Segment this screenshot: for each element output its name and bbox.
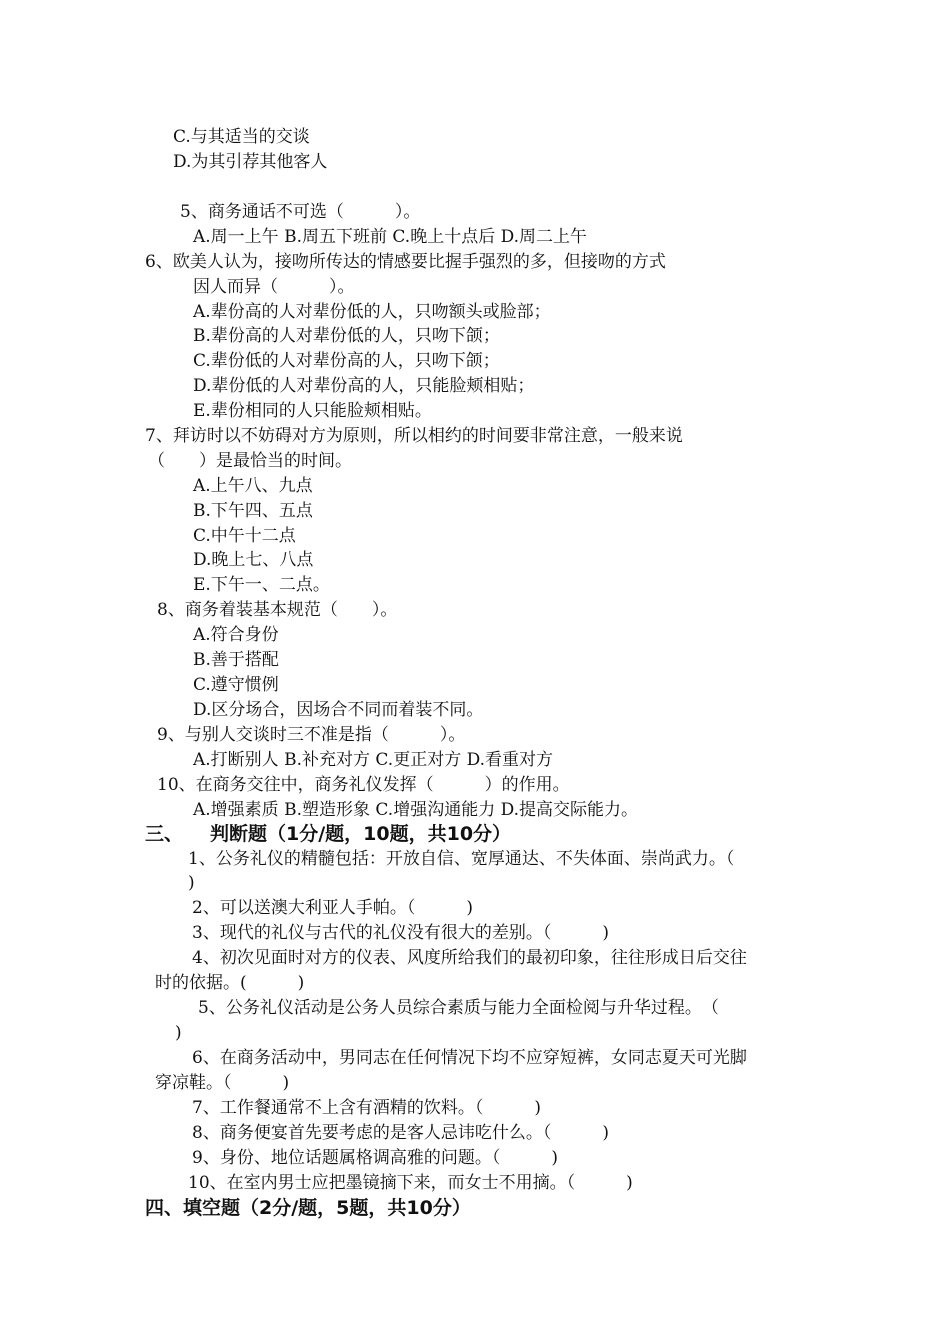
q6-stem-line2: 因人而异（ ）。: [193, 277, 355, 297]
q7-option-d: D.晚上七、八点: [193, 550, 314, 570]
q6-option-c: C.辈份低的人对辈份高的人，只吻下颌；: [193, 351, 500, 371]
q4-option-d: D.为其引荐其他客人: [173, 152, 328, 172]
tf-item-9: 9、身份、地位话题属格调高雅的问题。（ ): [192, 1148, 558, 1168]
q10-options: A.增强素质 B.塑造形象 C.增强沟通能力 D.提高交际能力。: [193, 800, 639, 820]
q8-option-d: D.区分场合，因场合不同而着装不同。: [193, 700, 484, 720]
tf-item-4-line2: 时的依据。( ): [155, 973, 305, 993]
q7-option-b: B.下午四、五点: [193, 501, 313, 521]
q5-options: A.周一上午 B.周五下班前 C.晚上十点后 D.周二上午: [193, 227, 588, 247]
q7-option-a: A.上午八、九点: [193, 476, 313, 496]
q6-option-a: A.辈份高的人对辈份低的人，只吻额头或脸部；: [193, 302, 551, 322]
section4-title: 四、填空题（2分/题，5题，共10分）: [145, 1197, 471, 1219]
q5-stem: 5、商务通话不可选（ ）。: [180, 202, 421, 222]
q6-option-e: E.辈份相同的人只能脸颊相贴。: [193, 401, 432, 421]
tf-item-1-line2: ): [188, 873, 195, 893]
q6-option-b: B.辈份高的人对辈份低的人，只吻下颌；: [193, 326, 500, 346]
q7-option-c: C.中午十二点: [193, 526, 296, 546]
section3-title: 判断题（1分/题，10题，共10分）: [210, 823, 512, 845]
tf-item-6-line2: 穿凉鞋。（ ): [155, 1073, 290, 1093]
q6-stem-line1: 6、欧美人认为，接吻所传达的情感要比握手强烈的多，但接吻的方式: [145, 252, 666, 272]
tf-item-2: 2、可以送澳大利亚人手帕。（ ): [192, 898, 473, 918]
q8-option-a: A.符合身份: [193, 625, 279, 645]
q9-stem: 9、与别人交谈时三不准是指（ ）。: [157, 725, 466, 745]
q8-option-b: B.善于搭配: [193, 650, 279, 670]
tf-item-6-line1: 6、在商务活动中，男同志在任何情况下均不应穿短裤，女同志夏天可光脚: [192, 1048, 747, 1068]
tf-item-7: 7、工作餐通常不上含有酒精的饮料。（ ): [192, 1098, 541, 1118]
tf-item-8: 8、商务便宴首先要考虑的是客人忌讳吃什么。（ ): [192, 1123, 609, 1143]
q7-stem-line2: （ ）是最恰当的时间。: [148, 451, 352, 471]
q8-stem: 8、商务着装基本规范（ ）。: [157, 600, 398, 620]
q9-options: A.打断别人 B.补充对方 C.更正对方 D.看重对方: [193, 750, 554, 770]
tf-item-10: 10、在室内男士应把墨镜摘下来，而女士不用摘。（ ): [188, 1173, 633, 1193]
tf-item-5-line1: 5、公务礼仪活动是公务人员综合素质与能力全面检阅与升华过程。 （: [198, 998, 719, 1018]
section3-number: 三、: [145, 823, 184, 845]
tf-item-1-line1: 1、公务礼仪的精髓包括：开放自信、宽厚通达、不失体面、崇尚武力。（: [188, 849, 735, 869]
tf-item-5-line2: ): [175, 1023, 182, 1043]
tf-item-4-line1: 4、初次见面时对方的仪表、风度所给我们的最初印象，往往形成日后交往: [192, 948, 747, 968]
q7-option-e: E.下午一、二点。: [193, 575, 330, 595]
q10-stem: 10、在商务交往中，商务礼仪发挥（ ）的作用。: [157, 775, 570, 795]
tf-item-3: 3、现代的礼仪与古代的礼仪没有很大的差别。（ ): [192, 923, 609, 943]
q6-option-d: D.辈份低的人对辈份高的人，只能脸颊相贴；: [193, 376, 535, 396]
q7-stem-line1: 7、拜访时以不妨碍对方为原则，所以相约的时间要非常注意，一般来说: [145, 426, 683, 446]
q4-option-c: C.与其适当的交谈: [173, 127, 310, 147]
q8-option-c: C.遵守惯例: [193, 675, 279, 695]
